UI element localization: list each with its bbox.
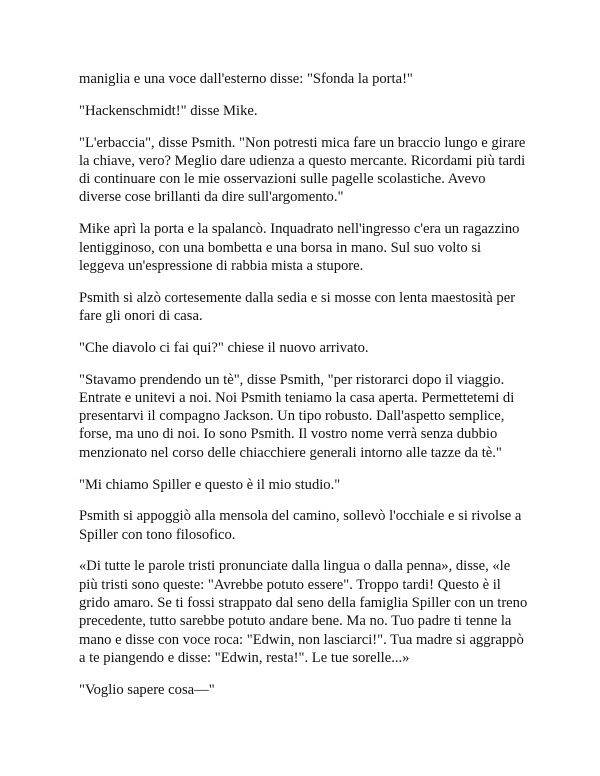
paragraph-7: "Stavamo prendendo un tè", disse Psmith, "per ristorarci dopo il viaggio. Entrate e unitevi a noi. Noi Psmith teniamo la casa aperta. Permettetemi di presentarvi il compagno Jackson. Un tipo robusto. Dall'aspetto semplice, forse, ma uno di noi. Io sono Psmith. Il vostro nome verrà senza dubbio menzionato nel corso delle chiacchiere generali intorno alle tazze da tè." <box>79 371 515 461</box>
paragraph-8: "Mi chiamo Spiller e questo è il mio studio." <box>79 476 341 493</box>
paragraph-10: «Di tutte le parole tristi pronunciate dalla lingua o dalla penna», disse, «le più tristi sono queste: "Avrebbe potuto essere". Troppo tardi! Questo è il grido amaro. Se ti fossi strappato dal seno della famiglia Spiller con un treno precedente, tutto sarebbe potuto andare bene. Ma no. Tuo padre ti tenne la mano e disse con voce roca: "Edwin, non lasciarci!". Tua madre si aggrappò a te piangendo e disse: "Edwin, resta!". Le tue sorelle...» <box>79 558 528 666</box>
paragraph-2: "Hackenschmidt!" disse Mike. <box>79 102 258 119</box>
document-page <box>79 70 529 713</box>
paragraph-5: Psmith si alzò cortesemente dalla sedia e si mosse con lenta maestosità per fare gli onori di casa. <box>79 289 516 324</box>
paragraph-9: Psmith si appoggiò alla mensola del camino, sollevò l'occhiale e si rivolse a Spiller con tono filosofico. <box>79 508 522 543</box>
paragraph-4: Mike aprì la porta e la spalancò. Inquadrato nell'ingresso c'era un ragazzino lentigginoso, con una bombetta e una borsa in mano. Sul suo volto si leggeva un'espressione di rabbia mista a stupore. <box>79 221 520 274</box>
paragraph-1: maniglia e una voce dall'esterno disse: "Sfonda la porta!" <box>79 71 413 87</box>
paragraph-6: "Che diavolo ci fai qui?" chiese il nuovo arrivato. <box>79 339 369 356</box>
paragraph-11: "Voglio sapere cosa—" <box>79 681 215 698</box>
paragraph-3: "L'erbaccia", disse Psmith. "Non potresti mica fare un braccio lungo e girare la chiave, vero? Meglio dare udienza a questo mercante. Ricordami più tardi di continuare con le mie osservazioni sulle pagelle scolastiche. Avevo diverse cose brillanti da dire sull'argomento." <box>79 134 526 206</box>
